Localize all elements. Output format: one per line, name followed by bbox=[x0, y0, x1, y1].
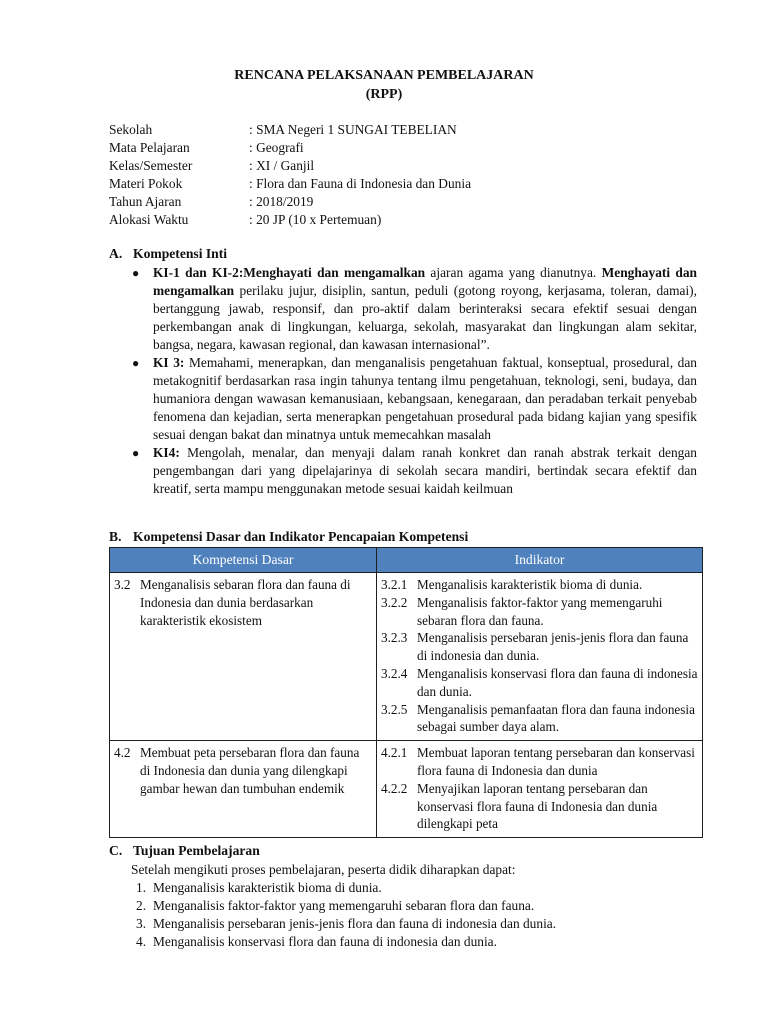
indikator-cell bbox=[377, 573, 703, 741]
ki-text: ajaran agama yang dianutnya. bbox=[425, 265, 602, 280]
indikator-cell bbox=[377, 741, 703, 838]
indikator-item bbox=[381, 594, 698, 630]
table-row bbox=[110, 741, 703, 838]
column-header: Indikator bbox=[377, 548, 703, 573]
indikator-item bbox=[381, 780, 698, 833]
identity-row bbox=[109, 157, 471, 175]
tujuan-list bbox=[136, 879, 556, 951]
identity-value: : SMA Negeri 1 SUNGAI TEBELIAN bbox=[249, 122, 457, 137]
identity-value: : XI / Ganjil bbox=[249, 158, 315, 173]
indikator-text: Menganalisis pemanfaatan flora dan fauna indonesia sebagai sumber daya alam. bbox=[417, 701, 695, 735]
bullet-icon: ● bbox=[132, 266, 140, 280]
indikator-text: Menganalisis persebaran jenis-jenis flora dan fauna di indonesia dan dunia. bbox=[417, 630, 689, 664]
identity-row bbox=[109, 175, 471, 193]
identity-label: Mata Pelajaran bbox=[109, 140, 190, 155]
section-letter: B. bbox=[109, 529, 122, 544]
identity-label: Materi Pokok bbox=[109, 176, 183, 191]
section-title: Kompetensi Inti bbox=[133, 246, 228, 261]
indikator-number: 4.2.2 bbox=[381, 780, 408, 796]
kompetensi-inti-list bbox=[131, 264, 697, 498]
document-subtitle: (RPP) bbox=[365, 87, 403, 102]
list-item bbox=[136, 879, 556, 897]
table-header-row bbox=[110, 548, 703, 573]
bullet-icon: ● bbox=[132, 356, 140, 370]
indikator-number: 3.2.4 bbox=[381, 665, 408, 681]
ki-text: Mengolah, menalar, dan menyaji dalam ranah konkret dan ranah abstrak terkait dengan pengembangan dari yang dipelajarinya di sekolah secara mandiri, bertindak secara efektif dan kreatif, serta mampu menggunakan metode sesuai kaidah keilmuan bbox=[153, 445, 697, 496]
column-header: Kompetensi Dasar bbox=[110, 548, 377, 573]
indikator-text: Membuat laporan tentang persebaran dan konservasi flora fauna di Indonesia dan dunia bbox=[417, 745, 695, 778]
kd-text: Membuat peta persebaran flora dan fauna di Indonesia dan dunia yang dilengkapi gambar hewan dan tumbuhan endemik bbox=[140, 745, 360, 796]
identity-row bbox=[109, 139, 471, 157]
indikator-item bbox=[381, 629, 698, 665]
indikator-text: Menganalisis karakteristik bioma di dunia. bbox=[417, 577, 643, 592]
indikator-item bbox=[381, 665, 698, 701]
indikator-text: Menganalisis konservasi flora dan fauna di indonesia dan dunia. bbox=[417, 665, 698, 699]
list-text: Menganalisis faktor-faktor yang memengaruhi sebaran flora dan fauna. bbox=[153, 898, 535, 913]
list-text: Menganalisis karakteristik bioma di dunia. bbox=[153, 880, 382, 895]
identity-value: : Geografi bbox=[249, 140, 304, 155]
bullet-icon: ● bbox=[132, 446, 140, 460]
kd-entry bbox=[114, 744, 372, 797]
kd-entry bbox=[114, 576, 372, 629]
identity-block bbox=[109, 121, 471, 229]
kd-number: 3.2 bbox=[114, 577, 131, 592]
identity-row bbox=[109, 193, 471, 211]
list-number: 3. bbox=[136, 916, 147, 931]
tujuan-intro: Setelah mengikuti proses pembelajaran, peserta didik diharapkan dapat: bbox=[131, 862, 516, 877]
list-item bbox=[131, 264, 697, 354]
indikator-item bbox=[381, 701, 698, 737]
identity-label: Tahun Ajaran bbox=[109, 194, 182, 209]
indikator-item bbox=[381, 576, 698, 594]
list-item bbox=[131, 354, 697, 444]
indikator-number: 3.2.3 bbox=[381, 630, 408, 646]
kompetensi-table bbox=[109, 547, 703, 838]
identity-value: : 20 JP (10 x Pertemuan) bbox=[249, 212, 382, 227]
list-item bbox=[136, 933, 556, 951]
list-item bbox=[131, 444, 697, 498]
list-text: Menganalisis konservasi flora dan fauna di indonesia dan dunia. bbox=[153, 934, 497, 949]
ki-bold-label: KI4: bbox=[153, 445, 180, 460]
identity-value: : Flora dan Fauna di Indonesia dan Dunia bbox=[249, 176, 472, 191]
kd-text: Menganalisis sebaran flora dan fauna di Indonesia dan dunia berdasarkan karakteristik ekosistem bbox=[140, 577, 351, 628]
kd-cell bbox=[110, 741, 377, 838]
identity-label: Sekolah bbox=[109, 122, 153, 137]
section-title: Tujuan Pembelajaran bbox=[133, 843, 260, 858]
indikator-number: 3.2.1 bbox=[381, 577, 408, 592]
section-b-heading bbox=[109, 529, 468, 545]
list-number: 4. bbox=[136, 934, 147, 949]
list-number: 1. bbox=[136, 880, 147, 895]
indikator-number: 3.2.2 bbox=[381, 594, 408, 610]
section-letter: C. bbox=[109, 843, 123, 858]
indikator-number: 3.2.5 bbox=[381, 701, 408, 717]
section-letter: A. bbox=[109, 246, 123, 261]
section-c-heading bbox=[109, 843, 260, 859]
indikator-number: 4.2.1 bbox=[381, 745, 408, 761]
ki-text: Memahami, menerapkan, dan menganalisis pengetahuan faktual, konseptual, prosedural, dan metakognitif berdasarkan rasa ingin tahunya tentang ilmu pengetahuan, teknologi, seni, budaya, dan humaniora dengan wawasan kemanusiaan, kebangsaan, kenegaraan, dan peradaban terkait penyebab fenomena dan kejadian, serta menerapkan pengetahuan prosedural pada bidang kajian yang spesifik sesuai dengan bakat dan minatnya untuk memecahkan masalah bbox=[153, 355, 697, 442]
indikator-text: Menyajikan laporan tentang persebaran dan konservasi flora fauna di Indonesia dan dunia dilengkapi peta bbox=[417, 780, 658, 832]
indikator-text: Menganalisis faktor-faktor yang memengaruhi sebaran flora dan fauna. bbox=[417, 594, 663, 628]
identity-label: Alokasi Waktu bbox=[109, 212, 189, 227]
indikator-item bbox=[381, 744, 698, 780]
kd-cell bbox=[110, 573, 377, 741]
kd-number: 4.2 bbox=[114, 745, 131, 761]
ki-bold-label: KI 3: bbox=[153, 355, 185, 370]
section-a-heading bbox=[109, 246, 227, 262]
list-number: 2. bbox=[136, 898, 147, 913]
table-row bbox=[110, 573, 703, 741]
identity-value: : 2018/2019 bbox=[249, 194, 314, 209]
list-text: Menganalisis persebaran jenis-jenis flora dan fauna di indonesia dan dunia. bbox=[153, 916, 557, 931]
list-item bbox=[136, 897, 556, 915]
identity-row bbox=[109, 211, 471, 229]
ki-bold-label: Menghayati dan mengamalkan bbox=[153, 265, 697, 298]
identity-label: Kelas/Semester bbox=[109, 158, 193, 173]
ki-text: perilaku jujur, disiplin, santun, peduli (gotong royong, kerjasama, toleran, damai), bertanggung jawab, responsif, dan pro-aktif dalam berinteraksi secara efektif sesuai dengan perkembangan anak di lingkungan, keluarga, sekolah, masyarakat dan lingkungan alam sekitar, bangsa, negara, kawasan regional, dan kawasan internasional”. bbox=[153, 283, 697, 352]
list-item bbox=[136, 915, 556, 933]
section-title: Kompetensi Dasar dan Indikator Pencapaian Kompetensi bbox=[133, 529, 469, 544]
identity-row bbox=[109, 121, 471, 139]
document-title: RENCANA PELAKSANAAN PEMBELAJARAN bbox=[234, 68, 534, 83]
ki-bold-label: KI-1 dan KI-2:Menghayati dan mengamalkan bbox=[153, 265, 426, 280]
